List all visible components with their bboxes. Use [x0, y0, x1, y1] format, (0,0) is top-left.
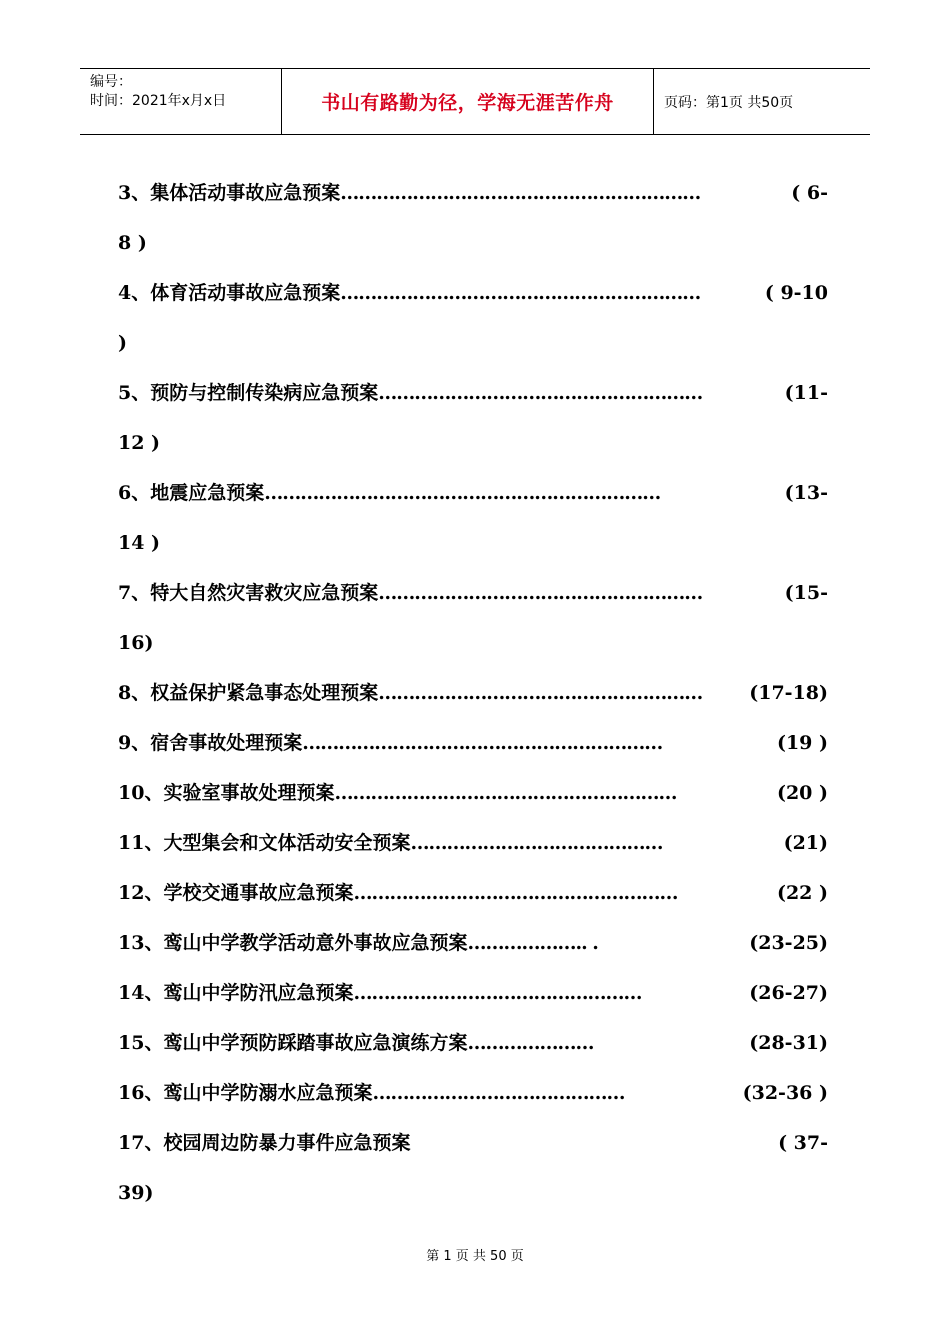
toc-entry-leader: ……………….. .	[467, 932, 598, 954]
toc-entry-title: 11、大型集会和文体活动安全预案	[118, 832, 411, 854]
toc-entry-title: 3、集体活动事故应急预案	[118, 182, 341, 204]
toc-entry-page: (21)	[783, 832, 828, 854]
number-label: 编号：	[90, 74, 132, 90]
toc-entry	[118, 322, 828, 372]
toc-entry	[118, 472, 828, 522]
toc-entry-title: 10、实验室事故处理预案	[118, 782, 335, 804]
toc-entry-page: (28-31)	[749, 1032, 828, 1054]
table-of-contents	[118, 172, 828, 1222]
toc-entry	[118, 722, 828, 772]
toc-entry-title: 17、校园周边防暴力事件应急预案	[118, 1132, 411, 1154]
toc-entry-leader: ……………………………………	[410, 832, 663, 854]
time-label: 时间：2021年x月x日	[90, 93, 227, 109]
toc-entry	[118, 972, 828, 1022]
toc-entry-leader: ……………………………………………………	[340, 282, 701, 304]
toc-entry-page: ( 37-	[778, 1132, 828, 1154]
toc-entry-title: 8 )	[118, 232, 147, 254]
toc-entry	[118, 222, 828, 272]
toc-entry-title: 16)	[118, 632, 154, 654]
toc-entry	[118, 772, 828, 822]
page-header	[80, 68, 870, 135]
toc-entry-title: 12、学校交通事故应急预案	[118, 882, 354, 904]
toc-entry-title: 14、鸾山中学防汛应急预案	[118, 982, 354, 1004]
toc-entry-page: (15-	[784, 582, 828, 604]
toc-entry	[118, 572, 828, 622]
toc-entry-leader: …………………	[467, 1032, 594, 1054]
toc-entry-page: ( 9-10	[764, 282, 828, 304]
toc-entry-leader: ……………………………………………………	[340, 182, 701, 204]
toc-entry	[118, 622, 828, 672]
toc-entry-leader: …………………………………………………	[334, 782, 677, 804]
toc-entry-leader: …………………………………………………………	[264, 482, 661, 504]
toc-entry	[118, 1022, 828, 1072]
toc-entry-page: ( 6-	[791, 182, 828, 204]
toc-entry-title: 7、特大自然灾害救灾应急预案	[118, 582, 379, 604]
toc-entry-page: (11-	[784, 382, 828, 404]
toc-entry-leader: ………………………………………………	[378, 682, 703, 704]
toc-entry-title: 9、宿舍事故处理预案	[118, 732, 303, 754]
toc-entry-leader: ………………………………………………	[353, 882, 678, 904]
toc-entry	[118, 672, 828, 722]
toc-entry-page: (26-27)	[749, 982, 828, 1004]
toc-entry	[118, 172, 828, 222]
toc-entry	[118, 272, 828, 322]
toc-entry	[118, 1122, 828, 1172]
toc-entry-title: 6、地震应急预案	[118, 482, 265, 504]
toc-entry	[118, 372, 828, 422]
toc-entry-title: 13、鸾山中学教学活动意外事故应急预案	[118, 932, 468, 954]
toc-entry-title: 14 )	[118, 532, 161, 554]
toc-entry-title: 39)	[118, 1182, 154, 1204]
page-footer: 第 1 页 共 50 页	[426, 1249, 524, 1264]
header-meta	[80, 69, 282, 134]
toc-entry-title: )	[118, 332, 127, 354]
toc-entry-leader: ………………………………………………	[378, 382, 703, 404]
toc-entry	[118, 822, 828, 872]
toc-entry-leader: ……………………………………………………	[302, 732, 663, 754]
toc-entry-page: (32-36 )	[742, 1082, 828, 1104]
toc-entry-title: 8、权益保护紧急事态处理预案	[118, 682, 379, 704]
toc-entry	[118, 922, 828, 972]
toc-entry-page: (19 )	[776, 732, 828, 754]
toc-entry	[118, 872, 828, 922]
toc-entry-page: (20 )	[776, 782, 828, 804]
toc-entry	[118, 522, 828, 572]
toc-entry	[118, 422, 828, 472]
header-motto: 书山有路勤为径，学海无涯苦作舟	[282, 69, 654, 134]
toc-entry-leader: ……………………………………	[372, 1082, 625, 1104]
toc-entry	[118, 1072, 828, 1122]
toc-entry-title: 4、体育活动事故应急预案	[118, 282, 341, 304]
toc-entry-title: 16、鸾山中学防溺水应急预案	[118, 1082, 373, 1104]
header-page-info: 页码：第1页 共50页	[664, 94, 794, 111]
toc-entry-leader: …………………………………………	[353, 982, 642, 1004]
toc-entry-page: (23-25)	[749, 932, 828, 954]
toc-entry-page: (13-	[784, 482, 828, 504]
toc-entry-title: 5、预防与控制传染病应急预案	[118, 382, 379, 404]
toc-entry-page: (22 )	[776, 882, 828, 904]
toc-entry-title: 12 )	[118, 432, 161, 454]
toc-entry-page: (17-18)	[749, 682, 828, 704]
toc-entry-title: 15、鸾山中学预防踩踏事故应急演练方案	[118, 1032, 468, 1054]
toc-entry-leader: ………………………………………………	[378, 582, 703, 604]
toc-entry	[118, 1172, 828, 1222]
